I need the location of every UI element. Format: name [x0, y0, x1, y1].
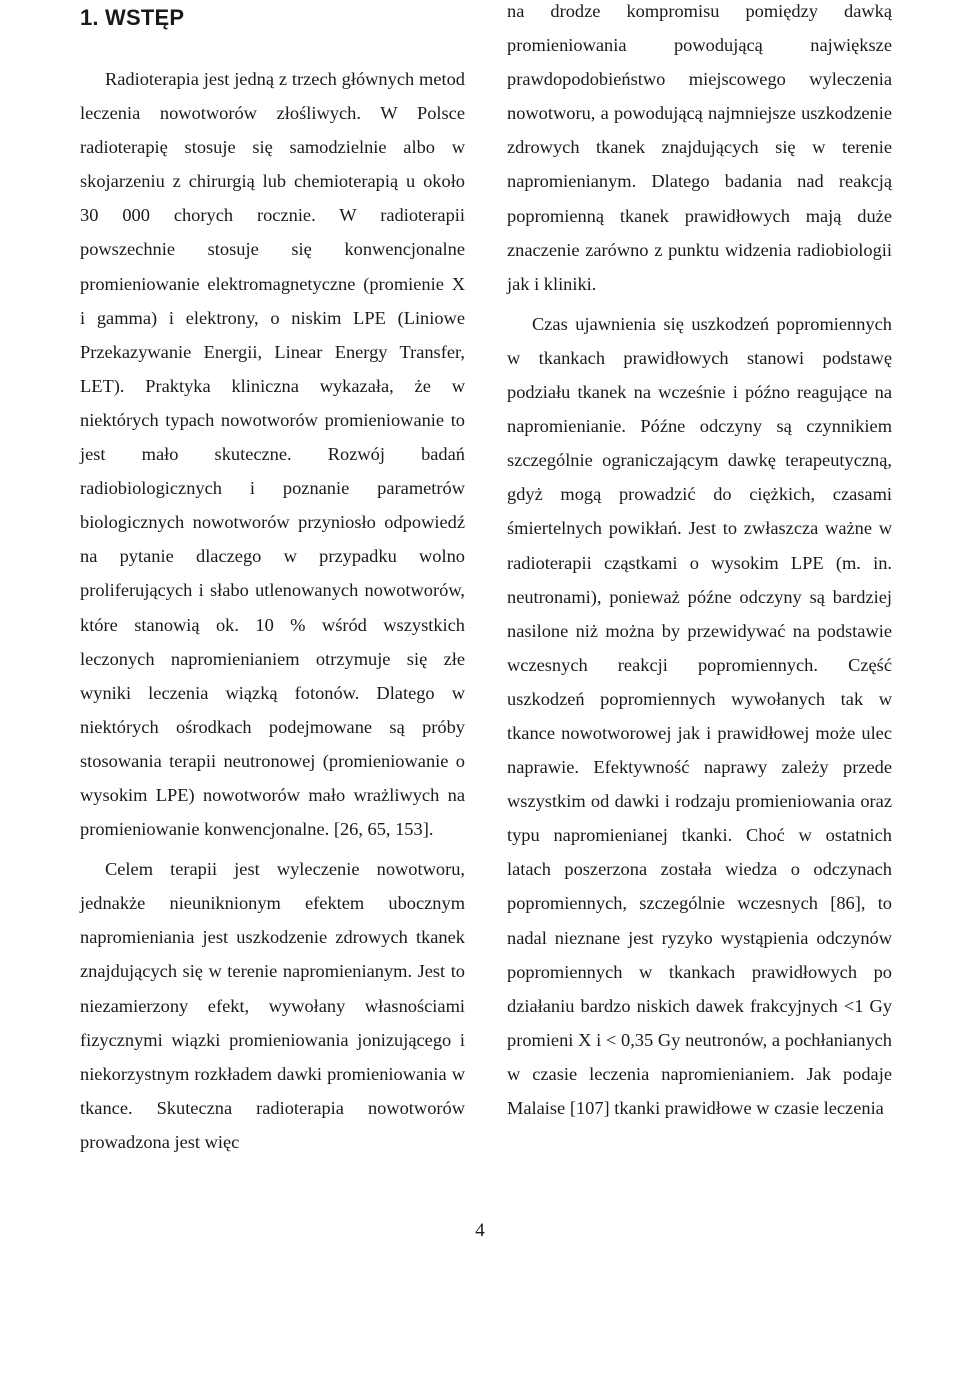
right-paragraph-1: na drodze kompromisu pomiędzy dawką promieniowania powodującą największe prawdopodobieństwo miejscowego wyleczenia nowotworu, a powodującą najmniejsze uszkodzenie zdrowych tkanek znajdujących się w terenie napromienianym. Dlatego badania nad reakcją popromienną tkanek prawidłowych mają duże znaczenie zarówno z punktu widzenia radiobiologii jak i kliniki.	[507, 1, 892, 294]
page-number: 4	[475, 1220, 485, 1241]
section-title: 1. WSTĘP	[80, 5, 185, 30]
right-text-column	[507, 0, 892, 1125]
left-paragraph-1: Radioterapia jest jedną z trzech głównych metod leczenia nowotworów złośliwych. W Polsce radioterapię stosuje się samodzielnie albo w skojarzeniu z chirurgią lub chemioterapią u około 30 000 chorych rocznie. W radioterapii powszechnie stosuje się konwencjonalne promieniowanie elektromagnetyczne (promienie X i gamma) i elektrony, o niskim LPE (Liniowe Przekazywanie Energii, Linear Energy Transfer, LET). Praktyka kliniczna wykazała, że w niektórych typach nowotworów promieniowanie to jest mało skuteczne. Rozwój badań radiobiologicznych i poznanie parametrów biologicznych nowotworów przyniosło odpowiedź na pytanie dlaczego w przypadku wolno proliferujących i słabo utlenowanych nowotworów, które stanowią ok. 10 % wśród wszystkich leczonych napromienianiem otrzymuje się złe wyniki leczenia wiązką fotonów. Dlatego w niektórych ośrodkach podejmowane są próby stosowania terapii neutronowej (promieniowanie o wysokim LPE) nowotworów mało wrażliwych na promieniowanie konwencjonalne. [26, 65, 153].	[80, 69, 465, 840]
left-paragraph-2: Celem terapii jest wyleczenie nowotworu, jednakże nieuniknionym efektem ubocznym napromieniania jest uszkodzenie zdrowych tkanek znajdujących się w terenie napromienianym. Jest to niezamierzony efekt, wywołany własnościami fizycznymi wiązki promieniowania jonizującego i niekorzystnym rozkładem dawki promieniowania w tkance. Skuteczna radioterapia nowotworów prowadzona jest więc	[80, 859, 465, 1152]
right-paragraph-2: Czas ujawnienia się uszkodzeń popromiennych w tkankach prawidłowych stanowi podstawę podziału tkanek na wcześnie i późno reagujące na napromienianie. Późne odczyny są czynnikiem szczególnie ograniczającym dawkę terapeutyczną, gdyż mogą prowadzić do ciężkich, czasami śmiertelnych powikłań. Jest to zwłaszcza ważne w radioterapii cząstkami o wysokim LPE (m. in. neutronami), ponieważ późne odczyny są bardziej nasilone niż można by przewidywać na podstawie wczesnych reakcji popromiennych. Część uszkodzeń popromiennych wywołanych tak w tkance nowotworowej jak i prawidłowej może ulec naprawie. Efektywność naprawy zależy przede wszystkim od dawki i rodzaju promieniowania oraz typu napromienianej tkanki. Choć w ostatnich latach poszerzona została wiedza o odczynach popromiennych, szczególnie wczesnych [86], to nadal nieznane jest ryzyko wystąpienia odczynów popromiennych w tkankach prawidłowych po działaniu bardzo niskich dawek frakcyjnych <1 Gy promieni X i < 0,35 Gy neutronów, a pochłanianych w czasie leczenia napromienianiem. Jak podaje Malaise [107] tkanki prawidłowe w czasie leczenia	[507, 313, 892, 1118]
left-text-column	[80, 62, 465, 1159]
